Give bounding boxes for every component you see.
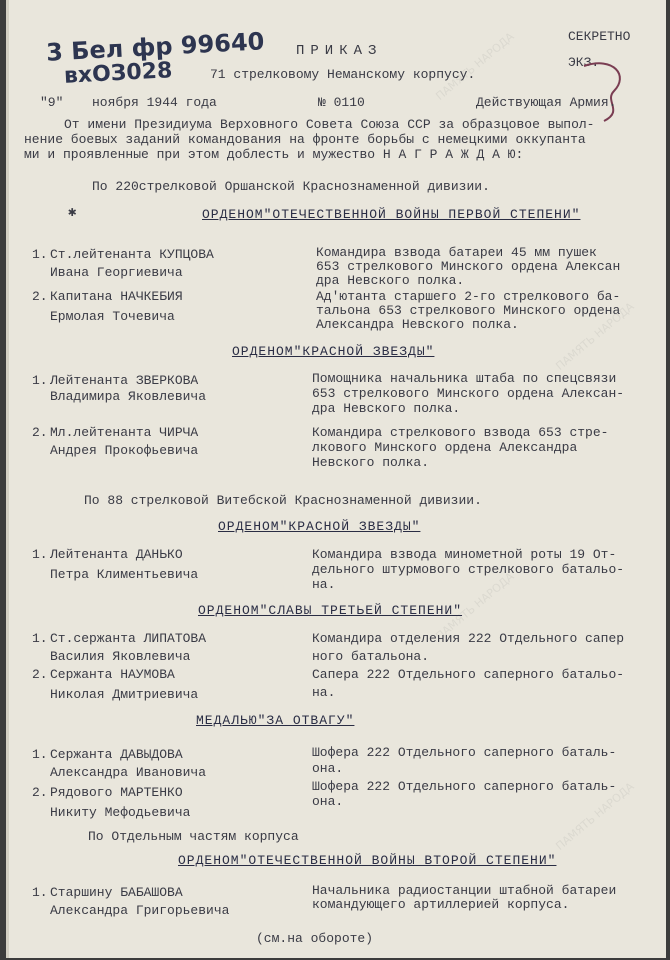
award-heading: МЕДАЛЬЮ"ЗА ОТВАГУ": [196, 713, 355, 728]
awardee-position: тальона 653 стрелкового Минского ордена: [316, 303, 621, 318]
watermark: ПАМЯТЬ НАРОДА: [553, 780, 637, 853]
award-heading: ОРДЕНОМ"ОТЕЧЕСТВЕННОЙ ВОЙНЫ ПЕРВОЙ СТЕПЕНИ": [202, 207, 581, 222]
awardee-position: Командира взвода минометной роты 19 От-: [312, 547, 617, 562]
awardee-number: 1.: [32, 747, 48, 762]
awardee-position: Командира отделения 222 Отдельного сапер: [312, 631, 625, 646]
award-heading: ОРДЕНОМ"КРАСНОЙ ЗВЕЗДЫ": [232, 344, 435, 359]
awardee-position: командующего артиллерией корпуса.: [312, 897, 570, 912]
footer-note: (см.на обороте): [256, 931, 374, 946]
preamble-line: нение боевых заданий командования на фронте борьбы с немецкими оккупанта: [24, 132, 586, 147]
awardee-position: Помощника начальника штаба по спецсвязи: [312, 371, 617, 386]
division-heading: По 220стрелковой Оршанской Краснознаменной дивизии.: [92, 179, 490, 194]
page-edge: [6, 0, 9, 958]
awardee-position: Шофера 222 Отдельного саперного баталь-: [312, 779, 617, 794]
awardee-position: Александра Невского полка.: [316, 317, 519, 332]
awardee-number: 1.: [32, 885, 48, 900]
incoming-number: вхОЗ028: [63, 58, 173, 89]
document-page: [6, 0, 666, 958]
awardee-name: Александра Ивановича: [50, 765, 207, 780]
watermark: ПАМЯТЬ НАРОДА: [433, 570, 517, 643]
date-text: ноября 1944 года: [92, 95, 217, 110]
awardee-rank: Рядового МАРТЕНКО: [50, 785, 183, 800]
secrecy-label: СЕКРЕТНО: [568, 29, 631, 44]
awardee-position: она.: [312, 761, 344, 776]
awardee-number: 1.: [32, 631, 48, 646]
awardee-rank: Ст.сержанта ЛИПАТОВА: [50, 631, 207, 646]
watermark: ПАМЯТЬ НАРОДА: [433, 30, 517, 103]
handwritten-mark: [574, 56, 634, 126]
order-subtitle: 71 стрелковому Неманскому корпусу.: [210, 67, 476, 82]
awardee-number: 1.: [32, 373, 48, 388]
awardee-position: 653 стрелкового Минского ордена Алексан: [316, 259, 621, 274]
star-mark: ✱: [68, 205, 77, 221]
awardee-rank: Лейтенанта ДАНЬКО: [50, 547, 183, 562]
awardee-name: Владимира Яковлевича: [50, 389, 207, 404]
awardee-name: Ермолая Точевича: [50, 309, 175, 324]
award-heading: ОРДЕНОМ"КРАСНОЙ ЗВЕЗДЫ": [218, 519, 421, 534]
division-heading: По Отдельным частям корпуса: [88, 829, 299, 844]
order-title: ПРИКАЗ: [296, 43, 383, 59]
awardee-name: Василия Яковлевича: [50, 649, 191, 664]
awardee-name: Петра Климентьевича: [50, 567, 199, 582]
awardee-position: Командира взвода батареи 45 мм пушек: [316, 245, 597, 260]
copy-label: ЭКЗ.: [568, 55, 600, 70]
division-heading: По 88 стрелковой Витебской Краснознаменной дивизии.: [84, 493, 482, 508]
awardee-rank: Ст.лейтенанта КУПЦОВА: [50, 247, 214, 262]
awardee-name: Никиту Мефодьевича: [50, 805, 191, 820]
award-heading: ОРДЕНОМ"СЛАВЫ ТРЕТЬЕЙ СТЕПЕНИ": [198, 603, 463, 618]
award-heading: ОРДЕНОМ"ОТЕЧЕСТВЕННОЙ ВОЙНЫ ВТОРОЙ СТЕПЕНИ": [178, 853, 557, 868]
awardee-name: Николая Дмитриевича: [50, 687, 199, 702]
awardee-position: Командира стрелкового взвода 653 стре-: [312, 425, 609, 440]
awardee-rank: Лейтенанта ЗВЕРКОВА: [50, 373, 199, 388]
awardee-position: 653 стрелкового Минского ордена Алексан-: [312, 386, 625, 401]
awardee-position: на.: [312, 577, 336, 592]
archive-mark: 3 Бел фр 99640: [45, 27, 265, 67]
awardee-rank: Мл.лейтенанта ЧИРЧА: [50, 425, 199, 440]
preamble-line: ми и проявленные при этом доблесть и мужество Н А Г Р А Ж Д А Ю:: [24, 147, 524, 162]
awardee-name: Ивана Георгиевича: [50, 265, 183, 280]
awardee-number: 2.: [32, 667, 48, 682]
awardee-number: 2.: [32, 289, 48, 304]
awardee-rank: Сержанта ДАВЫДОВА: [50, 747, 183, 762]
awardee-position: на.: [312, 685, 336, 700]
date-day: "9": [40, 95, 64, 110]
order-number: № 0110: [318, 95, 365, 110]
awardee-number: 1.: [32, 547, 48, 562]
awardee-name: Александра Григорьевича: [50, 903, 230, 918]
awardee-number: 2.: [32, 785, 48, 800]
awardee-position: Невского полка.: [312, 455, 430, 470]
awardee-position: Ад'ютанта старшего 2-го стрелкового ба-: [316, 289, 621, 304]
awardee-rank: Сержанта НАУМОВА: [50, 667, 175, 682]
preamble-line: От имени Президиума Верховного Совета Союза ССР за образцовое выпол-: [64, 117, 595, 132]
awardee-position: ного батальона.: [312, 649, 430, 664]
awardee-position: Сапера 222 Отдельного саперного батальо-: [312, 667, 625, 682]
awardee-name: Андрея Прокофьевича: [50, 443, 199, 458]
awardee-number: 2.: [32, 425, 48, 440]
awardee-position: дельного штурмового стрелкового батальо-: [312, 562, 625, 577]
awardee-rank: Капитана НАЧКЕБИЯ: [50, 289, 183, 304]
awardee-position: лкового Минского ордена Александра: [312, 440, 578, 455]
awardee-position: дра Невского полка.: [316, 273, 465, 288]
awardee-number: 1.: [32, 247, 48, 262]
awardee-position: она.: [312, 794, 344, 809]
awardee-rank: Старшину БАБАШОВА: [50, 885, 183, 900]
awardee-position: дра Невского полка.: [312, 401, 461, 416]
awardee-position: Начальника радиостанции штабной батареи: [312, 883, 617, 898]
watermark: ПАМЯТЬ НАРОДА: [553, 300, 637, 373]
awardee-position: Шофера 222 Отдельного саперного баталь-: [312, 745, 617, 760]
place: Действующая Армия.: [476, 95, 617, 110]
